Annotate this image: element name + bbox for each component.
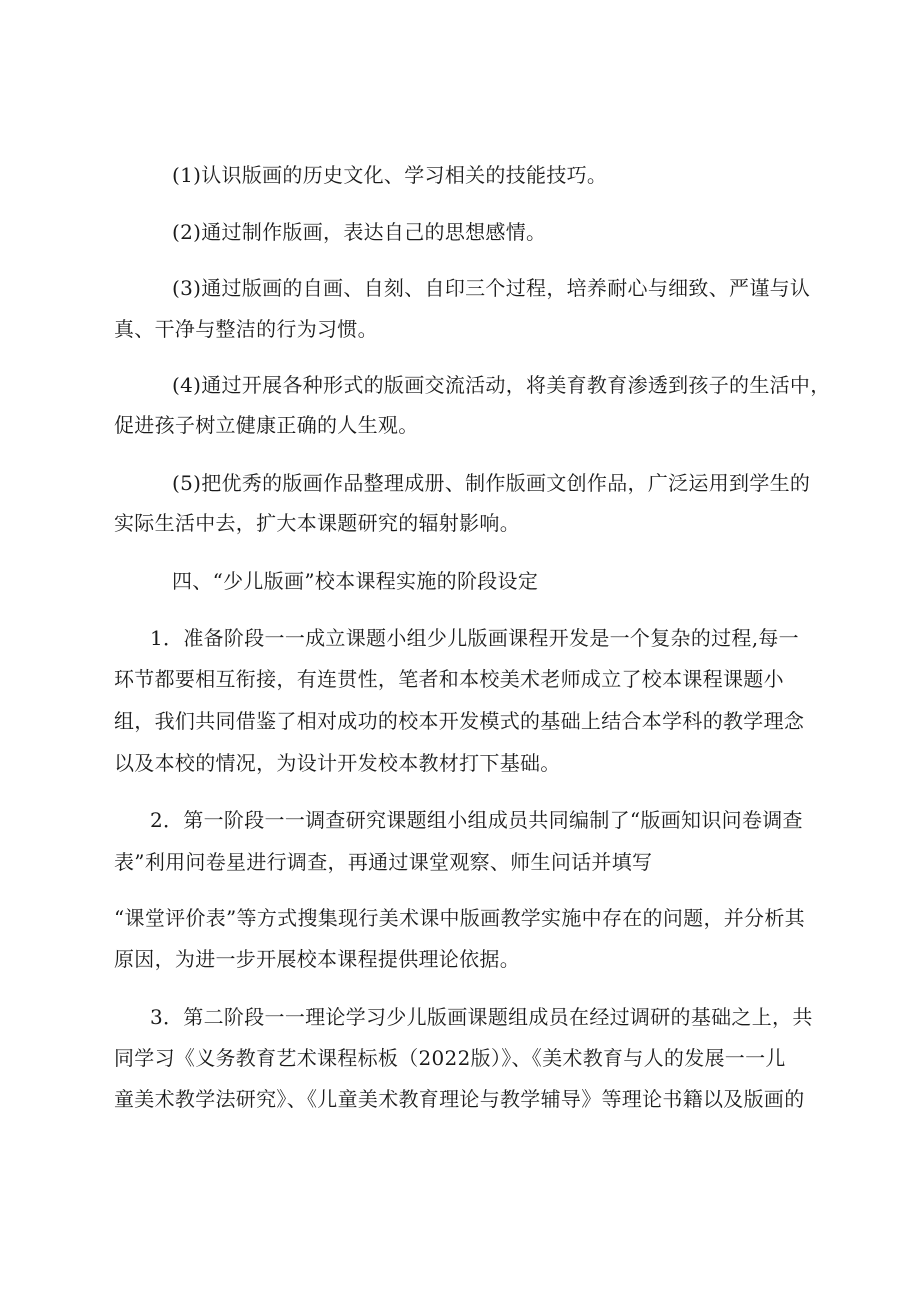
- stage-1-line-1: 1．准备阶段一一成立课题小组少儿版画课程开发是一个复杂的过程,每一: [150, 626, 799, 650]
- stage-3-line-2: 同学习《义务教育艺术课程标板（2022版）》、《美术教育与人的发展一一儿: [114, 1046, 786, 1070]
- objective-2-line: (2)通过制作版画，表达自己的思想感情。: [172, 220, 547, 244]
- stage-2-line-4: 原因，为进一步开展校本课程提供理论依据。: [114, 947, 520, 971]
- stage-2-line-2: 表”利用问卷星进行调查，再通过课堂观察、师生问话并填写: [114, 850, 653, 874]
- objective-3-line-1: (3)通过版画的自画、自刻、自印三个过程，培养耐心与细致、严谨与认: [172, 276, 811, 300]
- objective-1-line: (1)认识版画的历史文化、学习相关的技能技巧。: [172, 163, 608, 187]
- objective-4-line-1: (4)通过开展各种形式的版画交流活动，将美育教育渗透到孩子的生活中，: [172, 373, 831, 397]
- section-heading: 四、“少儿版画”校本课程实施的阶段设定: [172, 569, 539, 593]
- stage-1-line-4: 以及本校的情况，为设计开发校本教材打下基础。: [114, 751, 561, 775]
- objective-3-line-2: 真、干净与整洁的行为习惯。: [114, 317, 378, 341]
- stage-3-line-3: 童美术教学法研究》、《儿童美术教育理论与教学辅导》等理论书籍以及版画的: [114, 1087, 805, 1111]
- stage-2-line-1: 2．第一阶段一一调查研究课题组小组成员共同编制了“版画知识问卷调查: [150, 808, 803, 832]
- objective-5-line-1: (5)把优秀的版画作品整理成册、制作版画文创作品，广泛运用到学生的: [172, 471, 811, 495]
- stage-2-line-3: “课堂评价表”等方式搜集现行美术课中版画教学实施中存在的问题，并分析其: [114, 906, 805, 930]
- objective-5-line-2: 实际生活中去，扩大本课题研究的辐射影响。: [114, 511, 520, 535]
- stage-1-line-2: 环节都要相互衔接，有连贯性，笔者和本校美术老师成立了校本课程课题小: [114, 667, 784, 691]
- objective-4-line-2: 促进孩子树立健康正确的人生观。: [114, 413, 419, 437]
- stage-1-line-3: 组，我们共同借鉴了相对成功的校本开发模式的基础上结合本学科的教学理念: [114, 709, 805, 733]
- stage-3-line-1: 3．第二阶段一一理论学习少儿版画课题组成员在经过调研的基础之上，共: [150, 1005, 813, 1029]
